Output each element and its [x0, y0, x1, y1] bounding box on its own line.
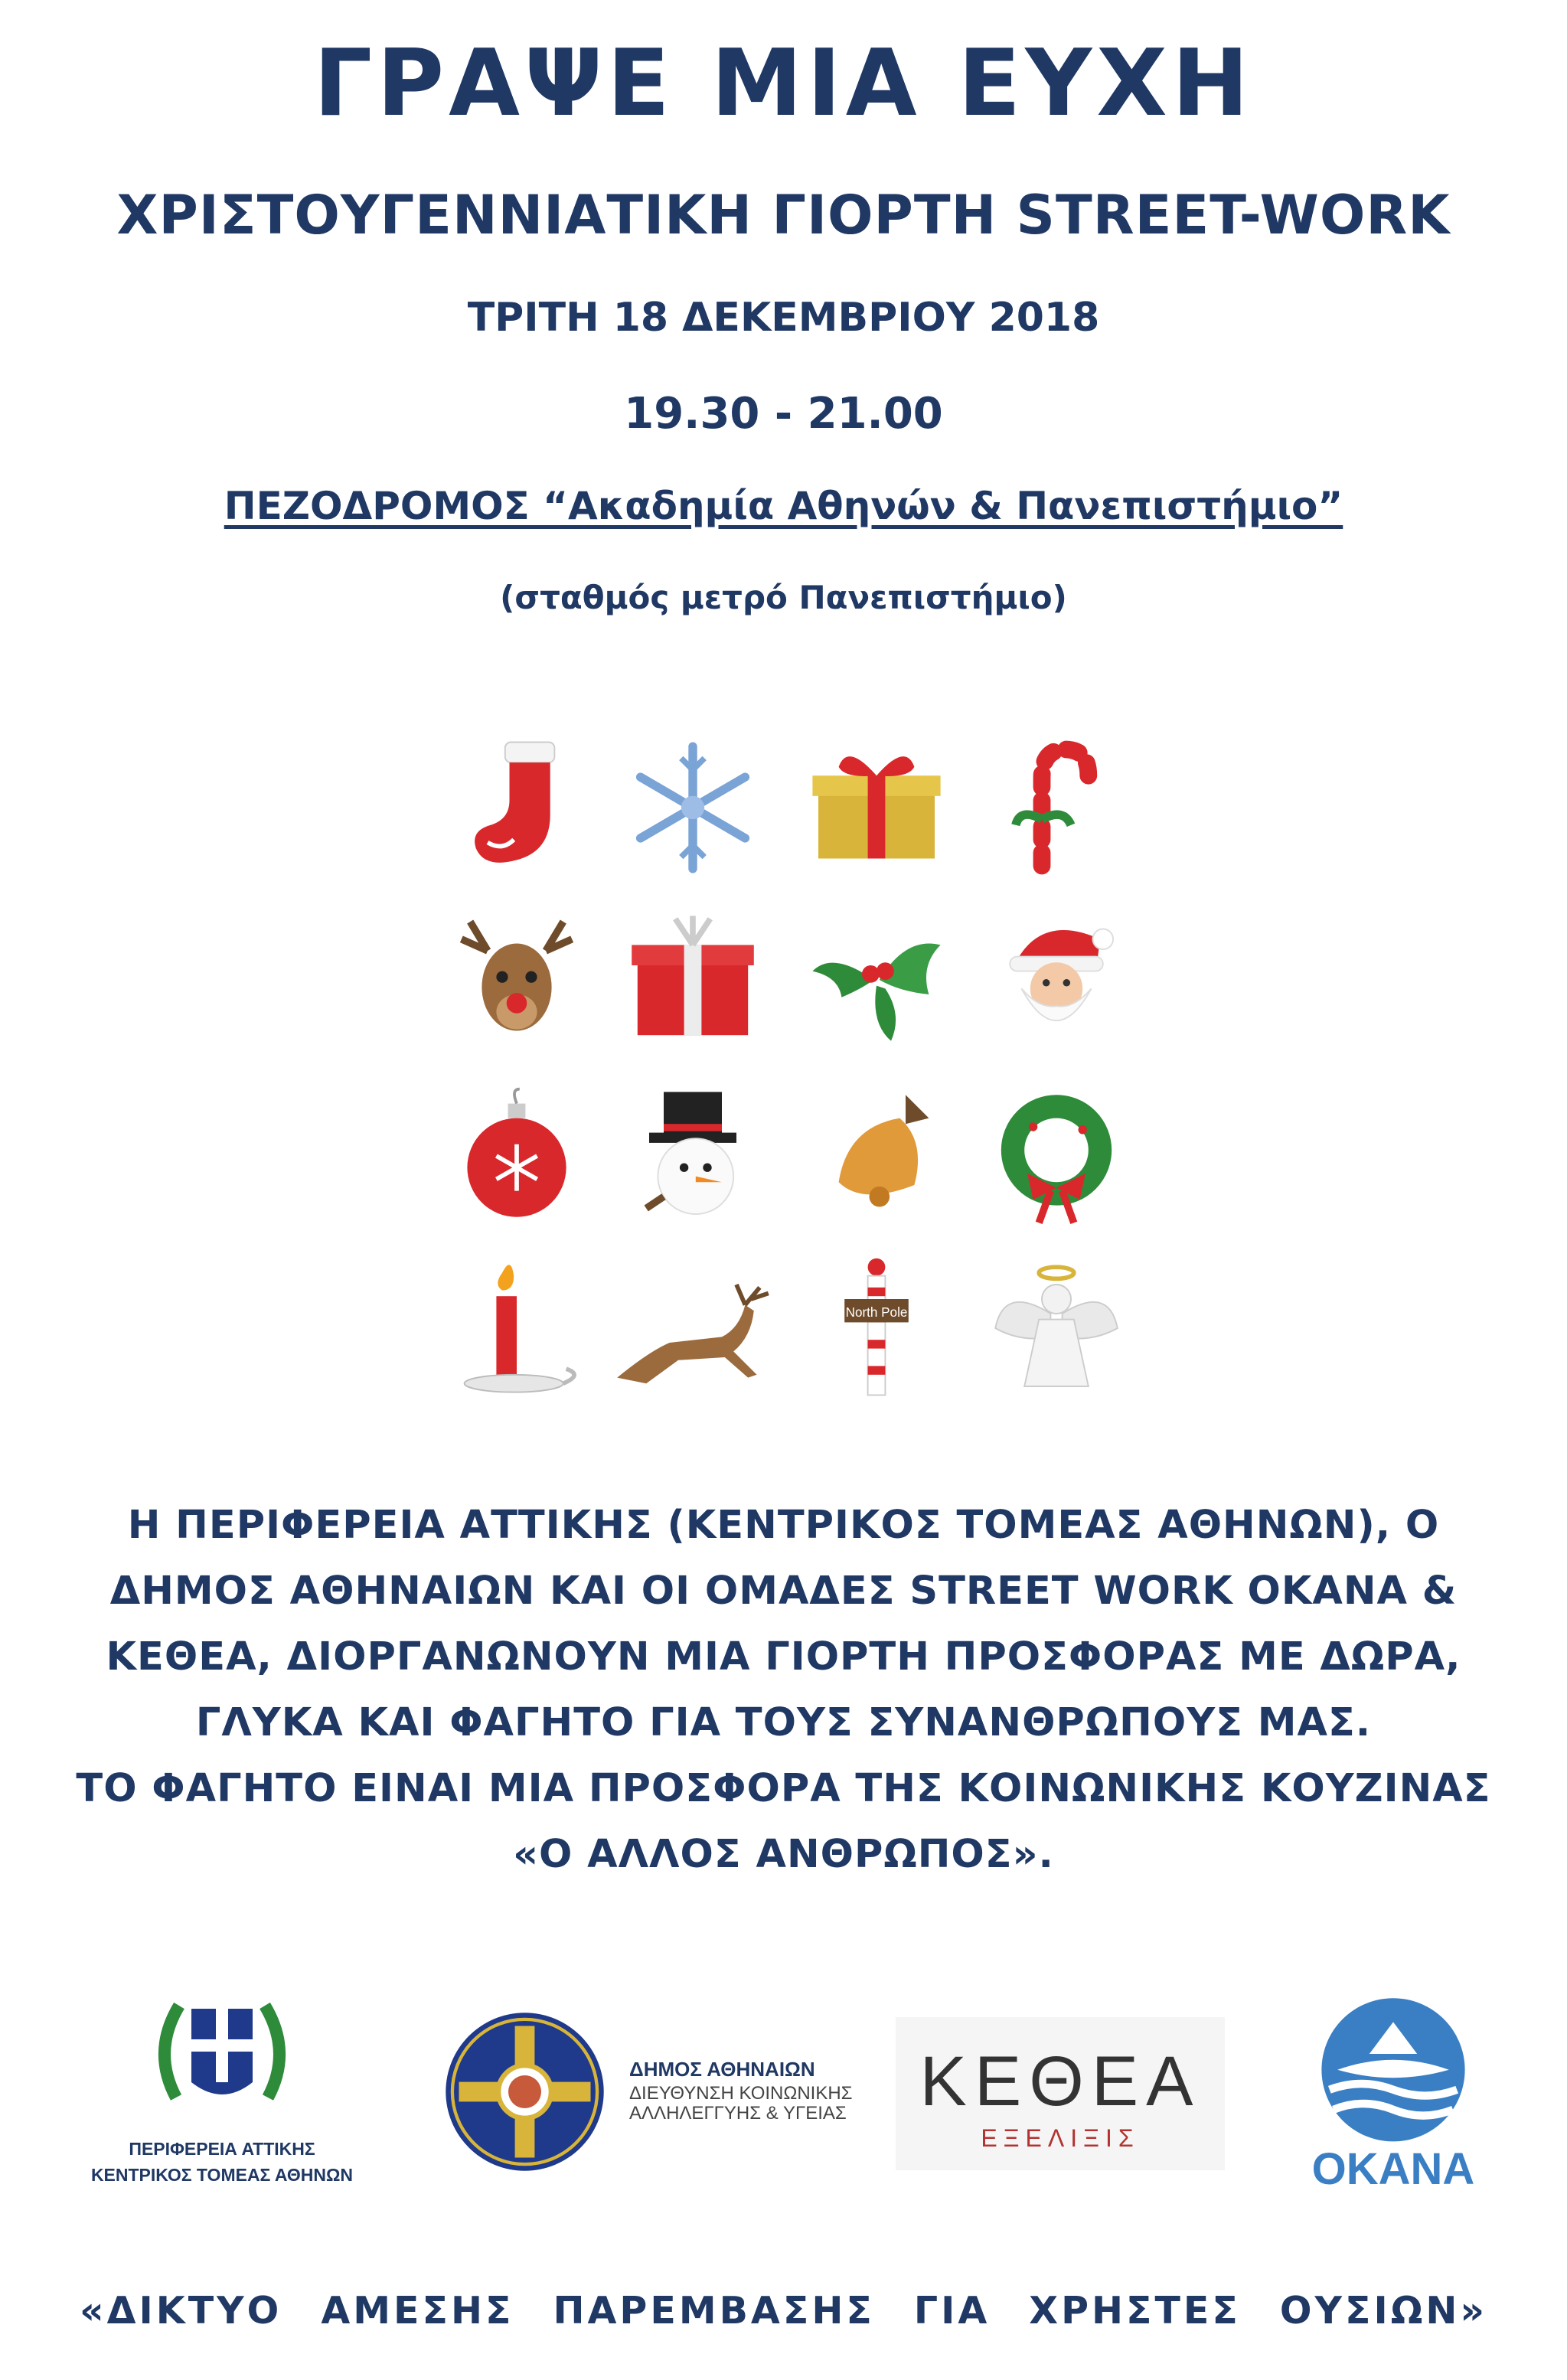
- municipality-athens-seal: [442, 2009, 607, 2174]
- network-slogan: «ΔΙΚΤΥΟ ΑΜΕΣΗΣ ΠΑΡΕΜΒΑΣΗΣ ΓΙΑ ΧΡΗΣΤΕΣ ΟΥΣΙΩΝ»: [79, 2289, 1488, 2333]
- ornament-ball-icon: [444, 1083, 589, 1229]
- gift-box-red-icon: [620, 907, 766, 1053]
- municipality-name: ΔΗΜΟΣ ΑΘΗΝΑΙΩΝ: [629, 2058, 815, 2081]
- region-attica-caption: [61, 2136, 383, 2188]
- municipality-caption: [629, 2059, 859, 2124]
- okana-name: OKANA: [1311, 2144, 1475, 2194]
- angel-icon: [984, 1255, 1129, 1401]
- kethea-logo: [896, 2017, 1225, 2170]
- event-description: [46, 1493, 1521, 1888]
- description-line: Η ΠΕΡΙΦΕΡΕΙΑ ΑΤΤΙΚΗΣ (ΚΕΝΤΡΙΚΟΣ ΤΟΜΕΑΣ ΑΘΗΝΩΝ), Ο: [127, 1503, 1440, 1548]
- description-line: ΔΗΜΟΣ ΑΘΗΝΑΙΩΝ ΚΑΙ ΟΙ ΟΜΑΔΕΣ STREET WORK ΟΚΑΝΑ &: [109, 1569, 1458, 1614]
- stocking-icon: [444, 735, 589, 880]
- north-pole-sign-icon: [804, 1255, 949, 1401]
- snowflake-icon: [620, 735, 766, 880]
- poster-title: ΓΡΑΨΕ ΜΙΑ ΕΥΧΗ: [313, 31, 1254, 137]
- kethea-name: ΚΕΘΕΑ: [919, 2042, 1201, 2120]
- event-metro: (σταθμός μετρό Πανεπιστήμιο): [500, 579, 1067, 616]
- description-line: ΓΛΥΚΑ ΚΑΙ ΦΑΓΗΤΟ ΓΙΑ ΤΟΥΣ ΣΥΝΑΝΘΡΩΠΟΥΣ ΜΑΣ.: [195, 1700, 1372, 1745]
- reindeer-head-icon: [444, 907, 589, 1053]
- region-caption-line: ΠΕΡΙΦΕΡΕΙΑ ΑΤΤΙΚΗΣ: [129, 2139, 315, 2159]
- leaping-reindeer-icon: [605, 1255, 781, 1401]
- snowman-icon: [620, 1083, 766, 1229]
- region-caption-line: ΚΕΝΤΡΙΚΟΣ ΤΟΜΕΑΣ ΑΘΗΝΩΝ: [90, 2165, 354, 2185]
- municipality-line: ΔΙΕΥΘΥΝΣΗ ΚΟΙΝΩΝΙΚΗΣ: [629, 2083, 853, 2104]
- kethea-subtitle: ΕΞΕΛΙΞΙΣ: [981, 2124, 1140, 2152]
- holly-icon: [804, 907, 949, 1053]
- north-pole-sign-text: North Pole: [845, 1304, 908, 1320]
- okana-logo: [1294, 1994, 1493, 2194]
- gift-box-gold-icon: [804, 735, 949, 880]
- description-line: ΚΕΘΕΑ, ΔΙΟΡΓΑΝΩΝΟΥΝ ΜΙΑ ΓΙΟΡΤΗ ΠΡΟΣΦΟΡΑΣ ΜΕ ΔΩΡΑ,: [106, 1634, 1461, 1680]
- santa-icon: [984, 907, 1129, 1053]
- bell-icon: [804, 1083, 949, 1229]
- municipality-line: ΑΛΛΗΛΕΓΓΥΗΣ & ΥΓΕΙΑΣ: [629, 2103, 847, 2124]
- description-line: «Ο ΑΛΛΟΣ ΑΝΘΡΩΠΟΣ».: [513, 1832, 1054, 1877]
- region-attica-emblem: [145, 1975, 299, 2128]
- description-line: ΤΟ ΦΑΓΗΤΟ ΕΙΝΑΙ ΜΙΑ ΠΡΟΣΦΟΡΑ ΤΗΣ ΚΟΙΝΩΝΙΚΗΣ ΚΟΥΖΙΝΑΣ: [76, 1766, 1491, 1811]
- poster-subtitle: ΧΡΙΣΤΟΥΓΕΝΝΙΑΤΙΚΗ ΓΙΟΡΤΗ STREET-WORK: [116, 184, 1451, 246]
- event-time: 19.30 - 21.00: [624, 389, 943, 439]
- event-date: ΤΡΙΤΗ 18 ΔΕΚΕΜΒΡΙΟΥ 2018: [467, 295, 1100, 341]
- candle-icon: [444, 1255, 589, 1401]
- wreath-icon: [984, 1083, 1129, 1229]
- event-place: ΠΕΖΟΔΡΟΜΟΣ “Ακαδημία Αθηνών & Πανεπιστήμιο”: [224, 484, 1343, 528]
- candy-cane-icon: [984, 735, 1129, 880]
